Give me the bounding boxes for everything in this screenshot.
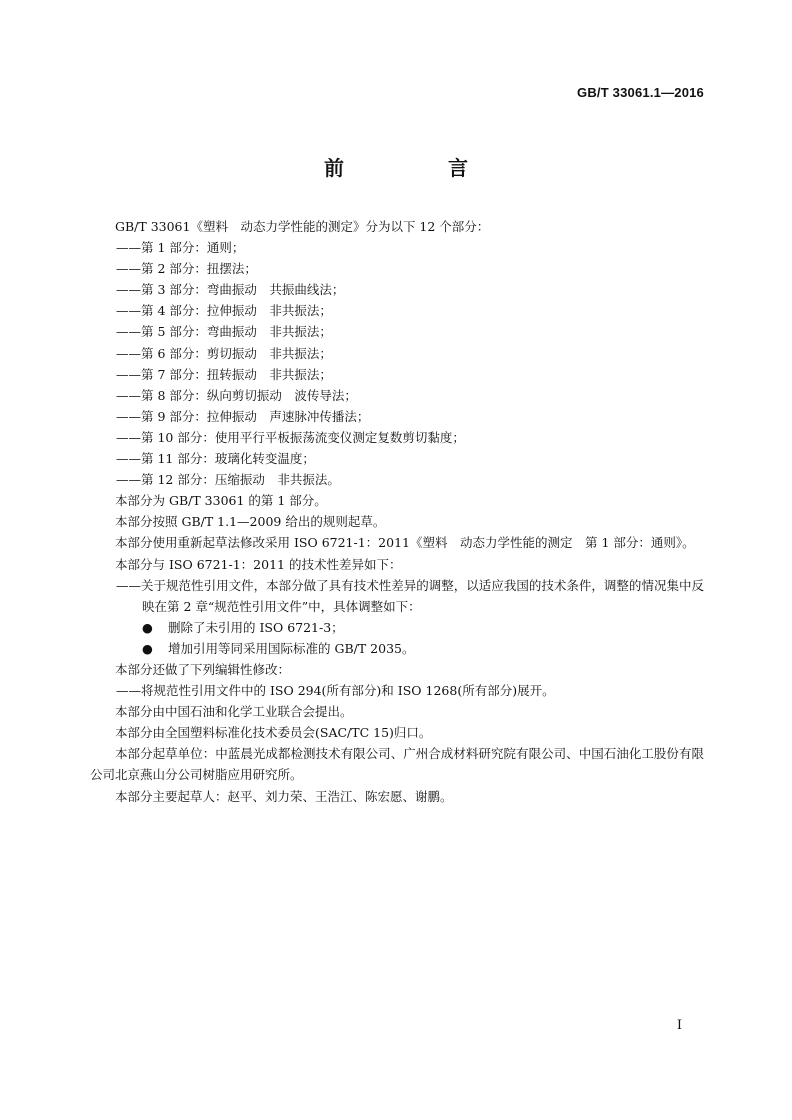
editorial-paragraph: 本部分还做了下列编辑性修改： bbox=[115, 661, 291, 677]
bullet-text: 删除了未引用的 ISO 6721-3； bbox=[168, 619, 344, 635]
part-list-item: ——第 8 部分：纵向剪切振动 波传导法； bbox=[116, 387, 357, 403]
difference-item: ——关于规范性引用文件，本部分做了具有技术性差异的调整，以适应我国的技术条件，调整的情况集中反映在第 2 章“规范性引用文件”中，具体调整如下： bbox=[116, 577, 704, 614]
differences-paragraph: 本部分与 ISO 6721-1：2011 的技术性差异如下： bbox=[115, 556, 402, 572]
managed-by-paragraph: 本部分由全国塑料标准化技术委员会(SAC/TC 15)归口。 bbox=[115, 725, 432, 741]
bullet-icon: ● bbox=[142, 619, 153, 635]
drafters-paragraph: 本部分主要起草人：赵平、刘力荣、王浩江、陈宏愿、谢鹏。 bbox=[115, 788, 453, 804]
page-title: 前 言 bbox=[324, 156, 510, 180]
foreword-body bbox=[90, 216, 704, 807]
part-list-item: ——第 10 部分：使用平行平板振荡流变仪测定复数剪切黏度； bbox=[116, 429, 465, 445]
part-of-paragraph: 本部分为 GB/T 33061 的第 1 部分。 bbox=[115, 493, 327, 509]
part-list-item: ——第 1 部分：通则； bbox=[116, 240, 245, 256]
part-list-item: ——第 6 部分：剪切振动 非共振法； bbox=[116, 345, 332, 361]
part-list-item: ——第 5 部分：弯曲振动 非共振法； bbox=[116, 324, 332, 340]
part-list-item: ——第 7 部分：扭转振动 非共振法； bbox=[116, 366, 332, 382]
bullet-item bbox=[90, 617, 704, 638]
bullet-icon: ● bbox=[142, 640, 153, 656]
proposed-by-paragraph: 本部分由中国石油和化学工业联合会提出。 bbox=[115, 704, 353, 720]
part-list-item: ——第 3 部分：弯曲振动 共振曲线法； bbox=[116, 282, 345, 298]
part-list-item: ——第 9 部分：拉伸振动 声速脉冲传播法； bbox=[116, 408, 370, 424]
page-number: I bbox=[676, 1018, 682, 1033]
part-list-item: ——第 2 部分：扭摆法； bbox=[116, 261, 257, 277]
intro-paragraph: GB/T 33061《塑料 动态力学性能的测定》分为以下 12 个部分： bbox=[115, 219, 490, 234]
part-list-item: ——第 11 部分：玻璃化转变温度； bbox=[116, 451, 315, 467]
part-list-item: ——第 12 部分：压缩振动 非共振法。 bbox=[116, 472, 340, 488]
drafting-rules-paragraph: 本部分按照 GB/T 1.1—2009 给出的规则起草。 bbox=[115, 514, 386, 530]
part-list-item: ——第 4 部分：拉伸振动 非共振法； bbox=[116, 303, 332, 319]
editorial-item: ——将规范性引用文件中的 ISO 294(所有部分)和 ISO 1268(所有部分)展开。 bbox=[116, 683, 555, 699]
drafting-units-paragraph: 本部分起草单位：中蓝晨光成都检测技术有限公司、广州合成材料研究院有限公司、中国石油化工股份有限公司北京燕山分公司树脂应用研究所。 bbox=[90, 746, 704, 783]
standard-number: GB/T 33061.1—2016 bbox=[577, 85, 704, 100]
bullet-item bbox=[90, 638, 704, 659]
bullet-text: 增加引用等同采用国际标准的 GB/T 2035。 bbox=[168, 640, 415, 656]
adoption-paragraph: 本部分使用重新起草法修改采用 ISO 6721-1：2011《塑料 动态力学性能的测定 第 1 部分：通则》。 bbox=[115, 535, 695, 551]
